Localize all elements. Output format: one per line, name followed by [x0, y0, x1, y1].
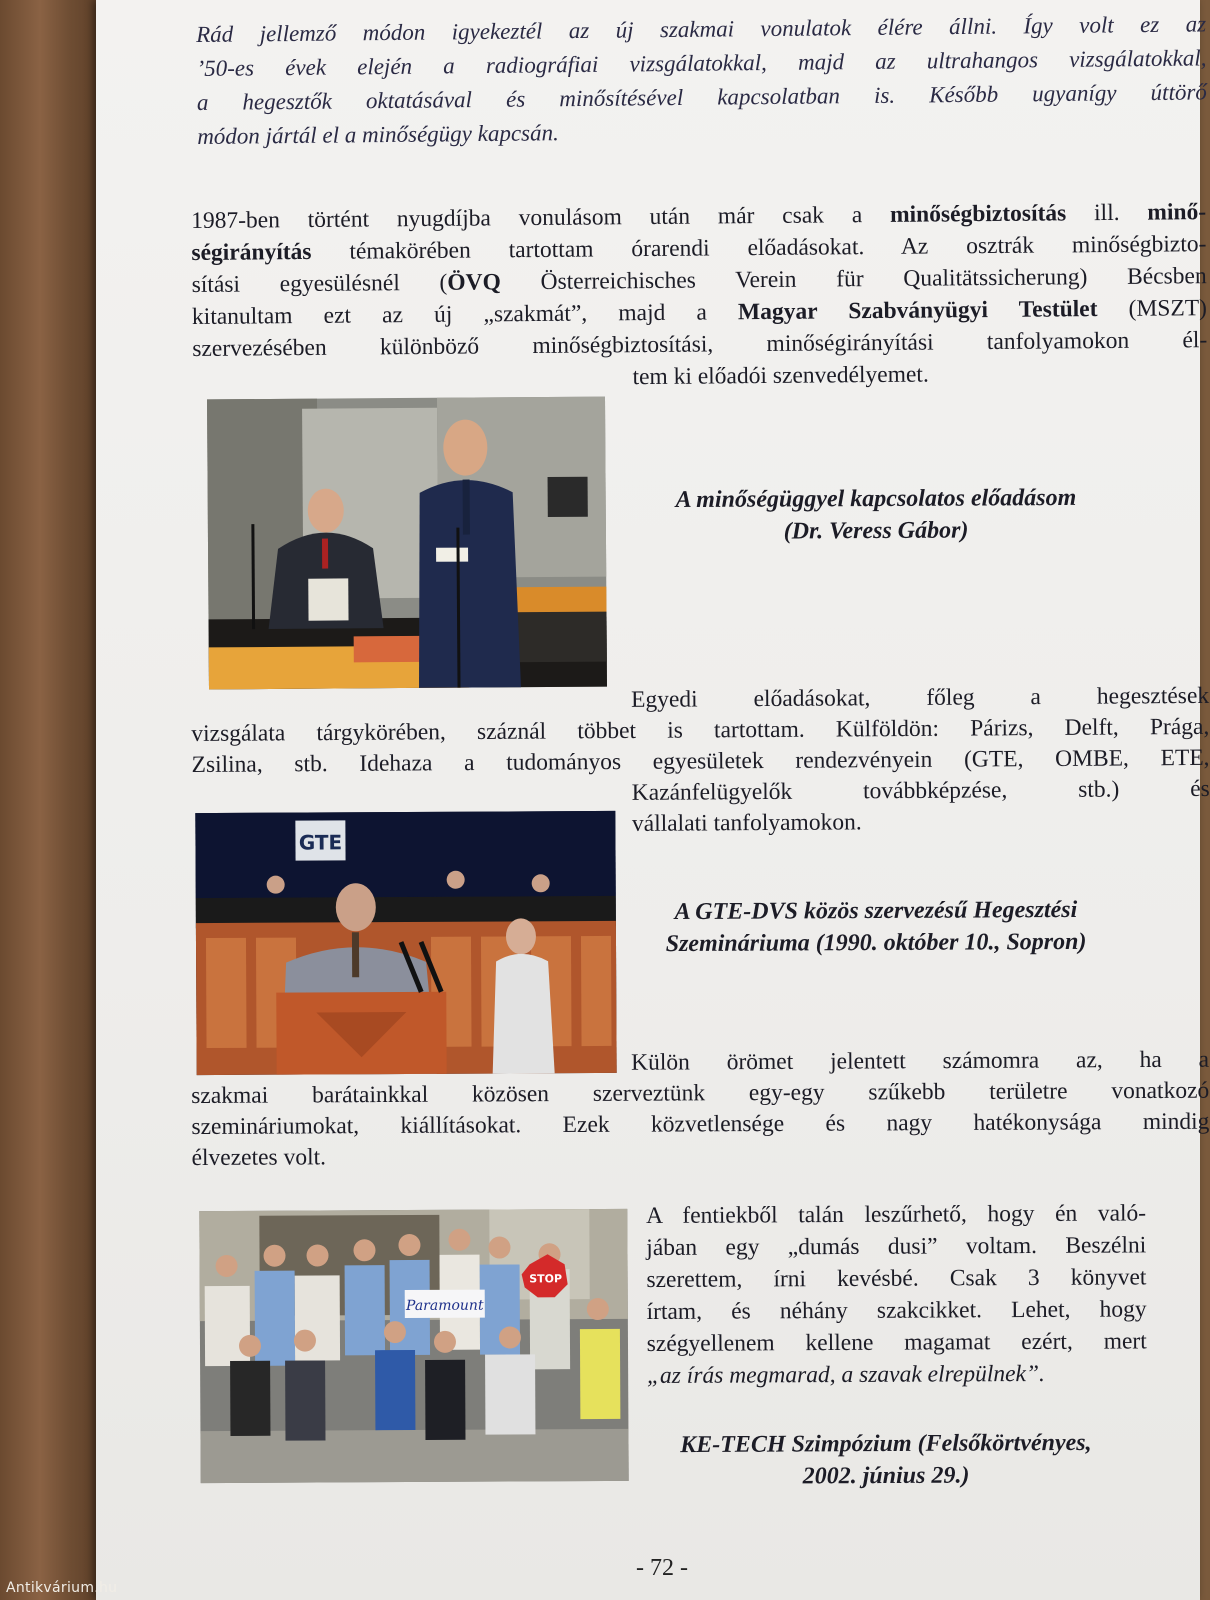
paragraph-line: szakmai barátainkkal közösen szerveztünk egy-egy szűkebb területre vonatkozó: [191, 1077, 1210, 1109]
text-run: sítási egyesülésnél (: [191, 269, 448, 298]
bold-term: ÖVQ: [447, 269, 501, 296]
paragraph-line: szemináriumokat, kiállításokat. Ezek közvetlensége és nagy hatékonysága mindig: [191, 1108, 1210, 1140]
paragraph-line: tem ki előadói szenvedélyemet.: [632, 361, 929, 391]
paragraph-line: szégyellenem kellene magamat ezért, mert: [646, 1328, 1147, 1357]
closing-paragraph: [646, 1197, 1147, 1392]
bold-term: Magyar Szabványügyi Testület: [737, 296, 1098, 326]
caption-line: A minőségüggyel kapcsolatos előadásom: [675, 484, 1077, 514]
intro-line: módon jártál el a minőségügy kapcsán.: [197, 120, 559, 149]
paragraph-line: Egyedi előadásokat, főleg a hegesztések: [631, 682, 1210, 713]
intro-paragraph: [196, 7, 1207, 154]
caption-line: A GTE-DVS közös szervezésű Hegesztési: [674, 896, 1078, 926]
wood-background: [0, 0, 100, 1600]
text-run: Österreichisches Verein für Qualitätssicherung) Bécsben: [500, 263, 1207, 296]
caption-line: [641, 1427, 1131, 1462]
quote-line: „az írás megmarad, a szavak elrepülnek”.: [646, 1360, 1045, 1389]
intro-line: Rád jellemző módon igyekeztél az új szakmai vonulatok élére állni. Így volt ez az: [196, 11, 1207, 47]
seminars-paragraph: [191, 1045, 1210, 1174]
paragraph-line: jában egy „dumás dusi” voltam. Beszélni: [646, 1232, 1147, 1261]
text-run: 1987-ben történt nyugdíjba vonulásom után már csak a: [191, 201, 891, 234]
seminar-photo: [195, 811, 616, 1075]
lecture-caption: [626, 482, 1126, 549]
seminar-photo-image: [195, 811, 616, 1075]
text-run: (MSZT): [1097, 295, 1208, 323]
intro-line: ’50-es évek elején a radiográfiai vizsgálatokkal, majd az ultrahangos vizsgálatokkal,: [196, 45, 1207, 81]
paragraph-line: vizsgálata tárgykörében, száznál többet is tartottam. Külföldön: Párizs, Delft, Prága,: [191, 713, 1210, 747]
text-run: ill.: [1066, 199, 1148, 227]
paragraph-line: írtam, és néhány szakcikket. Lehet, hogy: [646, 1296, 1147, 1325]
text-run: témakörében tartottam órarendi előadásokat. Az osztrák minőségbizto-: [311, 231, 1207, 265]
lecture-photo: [207, 397, 607, 690]
gte-sign-text: GTE: [298, 830, 343, 855]
text-run: kitanultam ezt az új „szakmát”, majd a: [191, 299, 739, 330]
paragraph-line: szervezésében különböző minőségbiztosítási, minőségirányítási tanfolyamokon él-: [192, 327, 1208, 362]
group-photo: [199, 1209, 628, 1483]
paragraph-line: vállalati tanfolyamokon.: [631, 809, 862, 837]
watermark: Antikvárium.hu: [6, 1580, 118, 1596]
paragraph-line: élvezetes volt.: [191, 1144, 327, 1171]
paragraph-line: szerettem, írni kevésbé. Csak 3 könyvet: [646, 1264, 1147, 1293]
caption-line: 2002. június 29.): [802, 1462, 970, 1490]
retirement-paragraph: [191, 196, 1208, 397]
caption-line: (Dr. Veress Gábor): [783, 517, 969, 545]
group-caption: [641, 1427, 1131, 1494]
paragraph-line: Kazánfelügyelők továbbképzése, stb.) és: [631, 775, 1210, 806]
intro-line: a hegesztők oktatásával és minősítésével kapcsolatban is. Később ugyanígy úttörő: [196, 79, 1207, 115]
paragraph-line: A fentiekből talán leszűrhető, hogy én való-: [646, 1200, 1147, 1229]
paragraph-line: Zsilina, stb. Idehaza a tudományos egyesületek rendezvényein (GTE, OMBE, ETE,: [191, 744, 1210, 778]
seminar-caption: [626, 894, 1126, 961]
caption-line: Szemináriuma (1990. október 10., Sopron): [665, 928, 1087, 958]
stop-sign-text: STOP: [529, 1272, 563, 1286]
page-number: - 72 -: [636, 1555, 688, 1581]
bold-term: ségirányítás: [191, 238, 312, 266]
bold-term: minő-: [1147, 199, 1207, 226]
banner-text: Paramount: [405, 1297, 484, 1315]
lecture-photo-image: [207, 397, 607, 690]
bold-term: minőségbiztosítás: [889, 200, 1067, 228]
group-photo-image: [199, 1209, 628, 1483]
caption-text: KE-TECH Szimpózium (Felsőkörtvényes,: [680, 1429, 1092, 1459]
paragraph-line: Külön örömet jelentett számomra az, ha a: [631, 1046, 1210, 1076]
book-page: [96, 0, 1210, 1600]
